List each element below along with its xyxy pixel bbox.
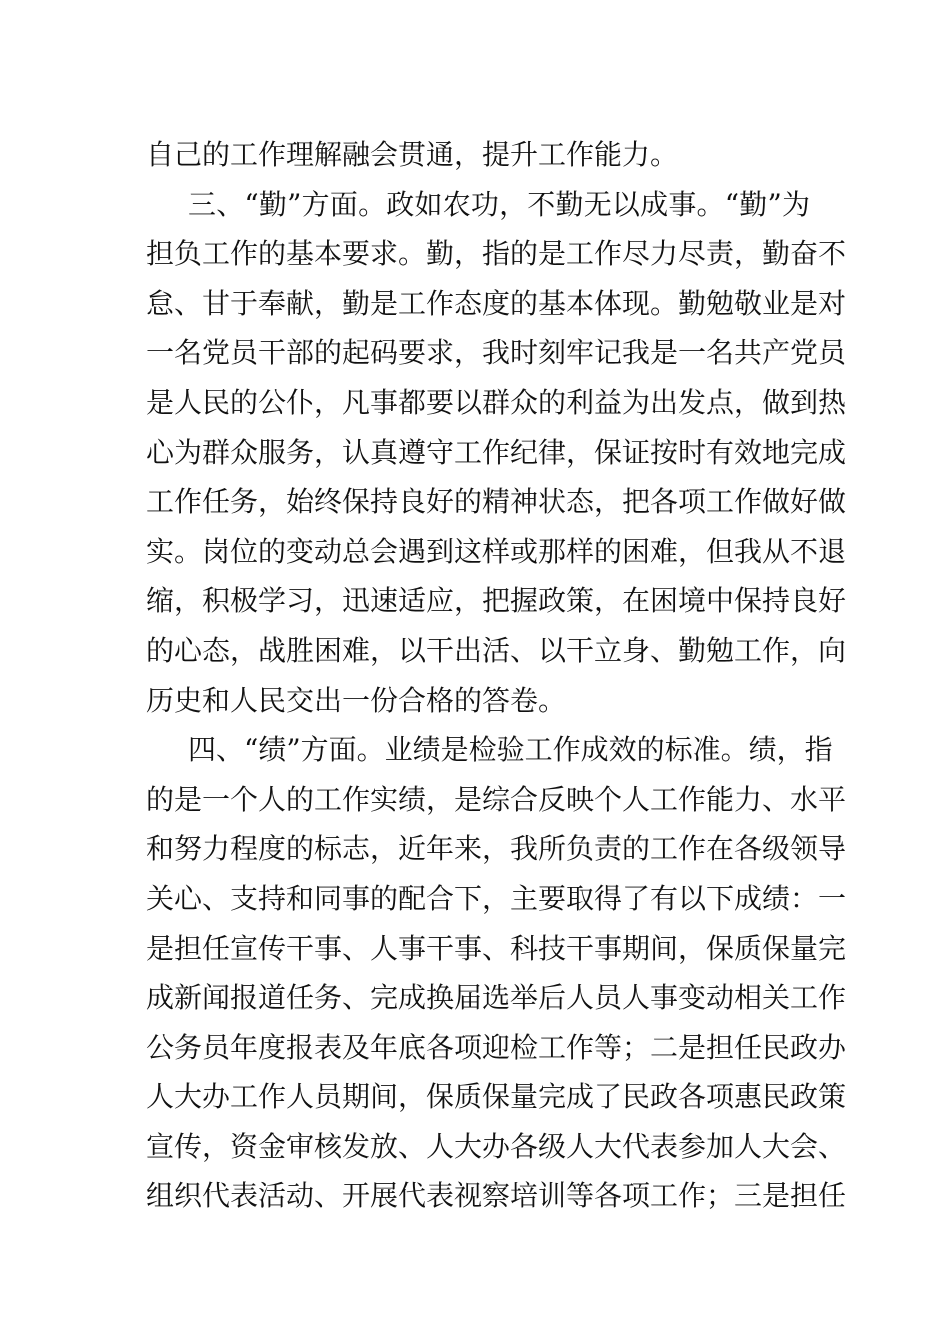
text-line: 怠、甘于奉献，勤是工作态度的基本体现。勤勉敬业是对 [146,286,847,320]
document-body [146,130,847,1221]
text-line: 是人民的公仆，凡事都要以群众的利益为出发点，做到热 [146,385,847,419]
text-line: 担负工作的基本要求。勤，指的是工作尽力尽责，勤奋不 [146,237,847,271]
text-line: 实。岗位的变动总会遇到这样或那样的困难，但我从不退 [146,534,847,568]
text-line: 一名党员干部的起码要求，我时刻牢记我是一名共产党员 [146,336,847,370]
text-line: 公务员年度报表及年底各项迎检工作等；二是担任民政办 [146,1030,847,1064]
text-line: 宣传，资金审核发放、人大办各级人大代表参加人大会、 [146,1129,847,1163]
text-line: 心为群众服务，认真遵守工作纪律，保证按时有效地完成 [146,435,847,469]
text-line: 工作任务，始终保持良好的精神状态，把各项工作做好做 [146,485,847,519]
text-line: 关心、支持和同事的配合下，主要取得了有以下成绩：一 [146,881,847,915]
paragraph [146,725,847,1221]
text-line: 缩，积极学习，迅速适应，把握政策，在困境中保持良好 [146,584,847,618]
text-line: 的心态，战胜困难，以干出活、以干立身、勤勉工作，向 [146,633,847,667]
paragraph [146,130,810,180]
text-line: 是担任宣传干事、人事干事、科技干事期间，保质保量完 [146,931,847,965]
text-line: 自己的工作理解融会贯通，提升工作能力。 [146,138,679,171]
text-line: 和努力程度的标志，近年来，我所负责的工作在各级领导 [146,832,847,866]
paragraph [146,180,847,726]
text-line: 三、“勤”方面。政如农功，不勤无以成事。“勤”为 [188,187,810,221]
text-line: 组织代表活动、开展代表视察培训等各项工作；三是担任 [146,1179,847,1213]
text-line: 历史和人民交出一份合格的答卷。 [146,683,567,717]
text-line: 人大办工作人员期间，保质保量完成了民政各项惠民政策 [146,1080,847,1114]
text-line: 的是一个人的工作实绩，是综合反映个人工作能力、水平 [146,782,847,816]
text-line: 成新闻报道任务、完成换届选举后人员人事变动相关工作 [146,981,847,1015]
text-line: 四、“绩”方面。业绩是检验工作成效的标准。绩，指 [188,733,833,767]
